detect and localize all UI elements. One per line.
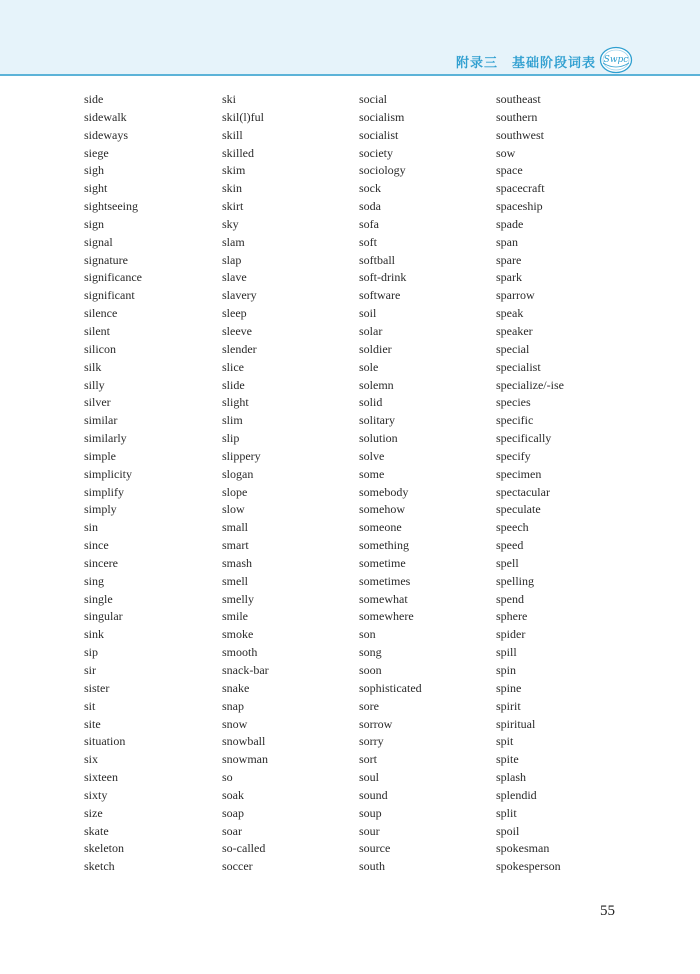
word-entry: span — [496, 234, 518, 249]
word-entry: side — [84, 92, 104, 106]
word-entry: slap — [222, 252, 242, 267]
word-entry: specimen — [496, 466, 542, 481]
word-entry: sightseeing — [84, 199, 138, 214]
word-entry: sleeve — [222, 323, 252, 338]
word-entry: speculate — [496, 502, 541, 517]
word-entry: slight — [222, 395, 249, 410]
word-entry: solar — [359, 323, 383, 338]
word-entry: snack-bar — [222, 663, 269, 677]
word-entry: soon — [359, 663, 382, 677]
word-entry: silence — [84, 306, 118, 321]
word-entry: speed — [496, 538, 524, 553]
word-entry: spectacular — [496, 484, 550, 499]
word-entry: song — [359, 645, 382, 660]
word-entry: sole — [359, 359, 379, 374]
word-entry: size — [84, 805, 103, 820]
word-entry: someone — [359, 520, 402, 535]
word-entry: slam — [222, 234, 245, 249]
word-entry: snap — [222, 698, 244, 713]
word-entry: slave — [222, 270, 247, 285]
word-entry: smell — [222, 573, 248, 588]
word-entry: soar — [222, 823, 242, 838]
word-entry: somewhere — [359, 609, 414, 624]
word-entry: specific — [496, 413, 534, 428]
word-entry: simplicity — [84, 466, 132, 481]
word-entry: sincere — [84, 555, 118, 570]
word-entry: sing — [84, 573, 105, 588]
word-entry: smooth — [222, 645, 258, 660]
word-entry: spacecraft — [496, 181, 545, 196]
word-entry: splendid — [496, 787, 537, 802]
word-entry: sorry — [359, 734, 384, 749]
word-entry: sock — [359, 181, 381, 196]
word-entry: slope — [222, 484, 248, 499]
word-column-4 — [496, 91, 626, 876]
word-entry: slim — [222, 413, 243, 428]
word-entry: sound — [359, 787, 388, 802]
word-entry: sigh — [84, 163, 105, 178]
word-entry: snow — [222, 716, 248, 731]
word-entry: skeleton — [84, 841, 124, 856]
word-entry: slogan — [222, 466, 254, 481]
word-entry: sociology — [359, 163, 406, 178]
word-entry: snowman — [222, 752, 268, 767]
word-column-3 — [359, 91, 489, 876]
word-entry: significance — [84, 270, 142, 285]
logo-text: Swpc — [603, 55, 629, 65]
word-entry: soda — [359, 199, 381, 214]
word-entry: soul — [359, 770, 380, 785]
word-entry: specifically — [496, 431, 552, 446]
word-entry: snake — [222, 680, 250, 695]
word-entry: spine — [496, 680, 522, 695]
word-entry: solemn — [359, 377, 394, 392]
word-entry: so-called — [222, 841, 266, 856]
word-entry: source — [359, 841, 391, 856]
word-entry: slender — [222, 341, 257, 356]
word-entry: solve — [359, 448, 385, 463]
word-entry: soft — [359, 234, 377, 249]
word-entry: somehow — [359, 502, 405, 517]
word-entry: somebody — [359, 484, 409, 499]
word-entry: southern — [496, 109, 538, 124]
word-entry: sky — [222, 216, 239, 231]
word-entry: silent — [84, 323, 110, 338]
word-entry: social — [359, 92, 387, 106]
word-entry: sofa — [359, 216, 379, 231]
word-entry: spade — [496, 216, 524, 231]
word-entry: specialize/-ise — [496, 377, 564, 392]
word-entry: speech — [496, 520, 529, 535]
word-entry: speak — [496, 306, 524, 321]
word-entry: spare — [496, 252, 522, 267]
word-entry: spokesman — [496, 841, 550, 856]
word-entry: smile — [222, 609, 248, 624]
word-entry: slippery — [222, 448, 261, 463]
word-entry: spill — [496, 645, 517, 660]
word-entry: son — [359, 627, 376, 642]
word-entry: specialist — [496, 359, 541, 374]
word-entry: spell — [496, 555, 519, 570]
word-entry: soccer — [222, 859, 253, 874]
word-entry: slip — [222, 431, 240, 446]
word-entry: sleep — [222, 306, 247, 321]
word-entry: smoke — [222, 627, 254, 642]
word-entry: sort — [359, 752, 377, 767]
word-entry: silk — [84, 359, 102, 374]
word-entry: soil — [359, 306, 377, 321]
word-entry: sore — [359, 698, 379, 713]
word-entry: sometime — [359, 555, 406, 570]
word-entry: smelly — [222, 591, 254, 606]
word-entry: sin — [84, 520, 99, 535]
word-entry: sit — [84, 698, 96, 713]
word-entry: soak — [222, 787, 244, 802]
word-entry: some — [359, 466, 385, 481]
word-entry: spokesperson — [496, 859, 561, 874]
word-entry: silver — [84, 395, 111, 410]
word-entry: splash — [496, 770, 526, 785]
word-entry: sideways — [84, 127, 128, 142]
word-entry: slavery — [222, 288, 257, 303]
word-entry: sphere — [496, 609, 528, 624]
word-entry: ski — [222, 92, 237, 106]
word-entry: split — [496, 805, 517, 820]
word-entry: spoil — [496, 823, 520, 838]
word-entry: socialism — [359, 109, 405, 124]
word-entry: sow — [496, 145, 516, 160]
word-entry: smart — [222, 538, 249, 553]
word-entry: so — [222, 770, 233, 785]
word-entry: sign — [84, 216, 105, 231]
word-entry: skilled — [222, 145, 254, 160]
word-entry: sight — [84, 181, 108, 196]
word-entry: skate — [84, 823, 109, 838]
word-entry: space — [496, 163, 523, 178]
word-entry: slow — [222, 502, 245, 517]
word-entry: spelling — [496, 573, 534, 588]
word-entry: singular — [84, 609, 123, 624]
word-entry: spider — [496, 627, 526, 642]
word-entry: spit — [496, 734, 514, 749]
word-entry: siege — [84, 145, 109, 160]
word-entry: soldier — [359, 341, 392, 356]
word-entry: sour — [359, 823, 380, 838]
word-entry: sink — [84, 627, 105, 642]
word-entry: single — [84, 591, 113, 606]
word-entry: small — [222, 520, 248, 535]
word-entry: spite — [496, 752, 519, 767]
word-entry: situation — [84, 734, 126, 749]
word-entry: southwest — [496, 127, 544, 142]
word-entry: speaker — [496, 323, 533, 338]
word-entry: simply — [84, 502, 117, 517]
word-entry: slice — [222, 359, 244, 374]
word-entry: spend — [496, 591, 524, 606]
word-entry: sixty — [84, 787, 108, 802]
publisher-logo-icon — [599, 46, 633, 74]
word-column-2 — [222, 91, 352, 876]
word-entry: six — [84, 752, 99, 767]
word-entry: signature — [84, 252, 128, 267]
word-entry: sir — [84, 663, 96, 677]
word-entry: smash — [222, 555, 252, 570]
word-entry: southeast — [496, 92, 541, 106]
word-entry: slide — [222, 377, 245, 392]
word-entry: spark — [496, 270, 522, 285]
word-entry: sparrow — [496, 288, 535, 303]
word-entry: softball — [359, 252, 395, 267]
word-entry: site — [84, 716, 101, 731]
word-entry: significant — [84, 288, 135, 303]
word-entry: spin — [496, 663, 517, 677]
word-entry: sorrow — [359, 716, 393, 731]
word-entry: solitary — [359, 413, 395, 428]
word-entry: simplify — [84, 484, 125, 499]
word-column-1 — [84, 91, 214, 876]
header-rule — [0, 74, 700, 76]
word-entry: spaceship — [496, 199, 543, 214]
word-entry: society — [359, 145, 393, 160]
word-entry: special — [496, 341, 530, 356]
word-entry: something — [359, 538, 409, 553]
word-entry: similar — [84, 413, 118, 428]
word-entry: sketch — [84, 859, 115, 874]
word-entry: sixteen — [84, 770, 118, 785]
word-entry: soft-drink — [359, 270, 407, 285]
word-entry: since — [84, 538, 109, 553]
word-entry: solid — [359, 395, 383, 410]
word-entry: sophisticated — [359, 680, 422, 695]
word-entry: skirt — [222, 199, 244, 214]
word-entry: specify — [496, 448, 531, 463]
word-entry: snowball — [222, 734, 266, 749]
word-entry: sister — [84, 680, 110, 695]
word-entry: sip — [84, 645, 99, 660]
word-entry: skim — [222, 163, 246, 178]
word-entry: sometimes — [359, 573, 411, 588]
word-entry: soap — [222, 805, 244, 820]
word-entry: silly — [84, 377, 105, 392]
word-entry: somewhat — [359, 591, 408, 606]
word-entry: simple — [84, 448, 116, 463]
word-entry: skin — [222, 181, 243, 196]
word-entry: sidewalk — [84, 109, 127, 124]
word-entry: skill — [222, 127, 243, 142]
page-header-title: 附录三 基础阶段词表 — [455, 56, 596, 71]
word-entry: socialist — [359, 127, 399, 142]
word-entry: similarly — [84, 431, 127, 446]
word-entry: south — [359, 859, 386, 874]
word-entry: spirit — [496, 698, 521, 713]
word-entry: skil(l)ful — [222, 109, 264, 124]
word-entry: silicon — [84, 341, 116, 356]
word-entry: spiritual — [496, 716, 536, 731]
word-entry: signal — [84, 234, 113, 249]
word-entry: solution — [359, 431, 398, 446]
page-number: 55 — [600, 903, 615, 919]
word-entry: species — [496, 395, 531, 410]
word-entry: software — [359, 288, 401, 303]
word-entry: soup — [359, 805, 382, 820]
